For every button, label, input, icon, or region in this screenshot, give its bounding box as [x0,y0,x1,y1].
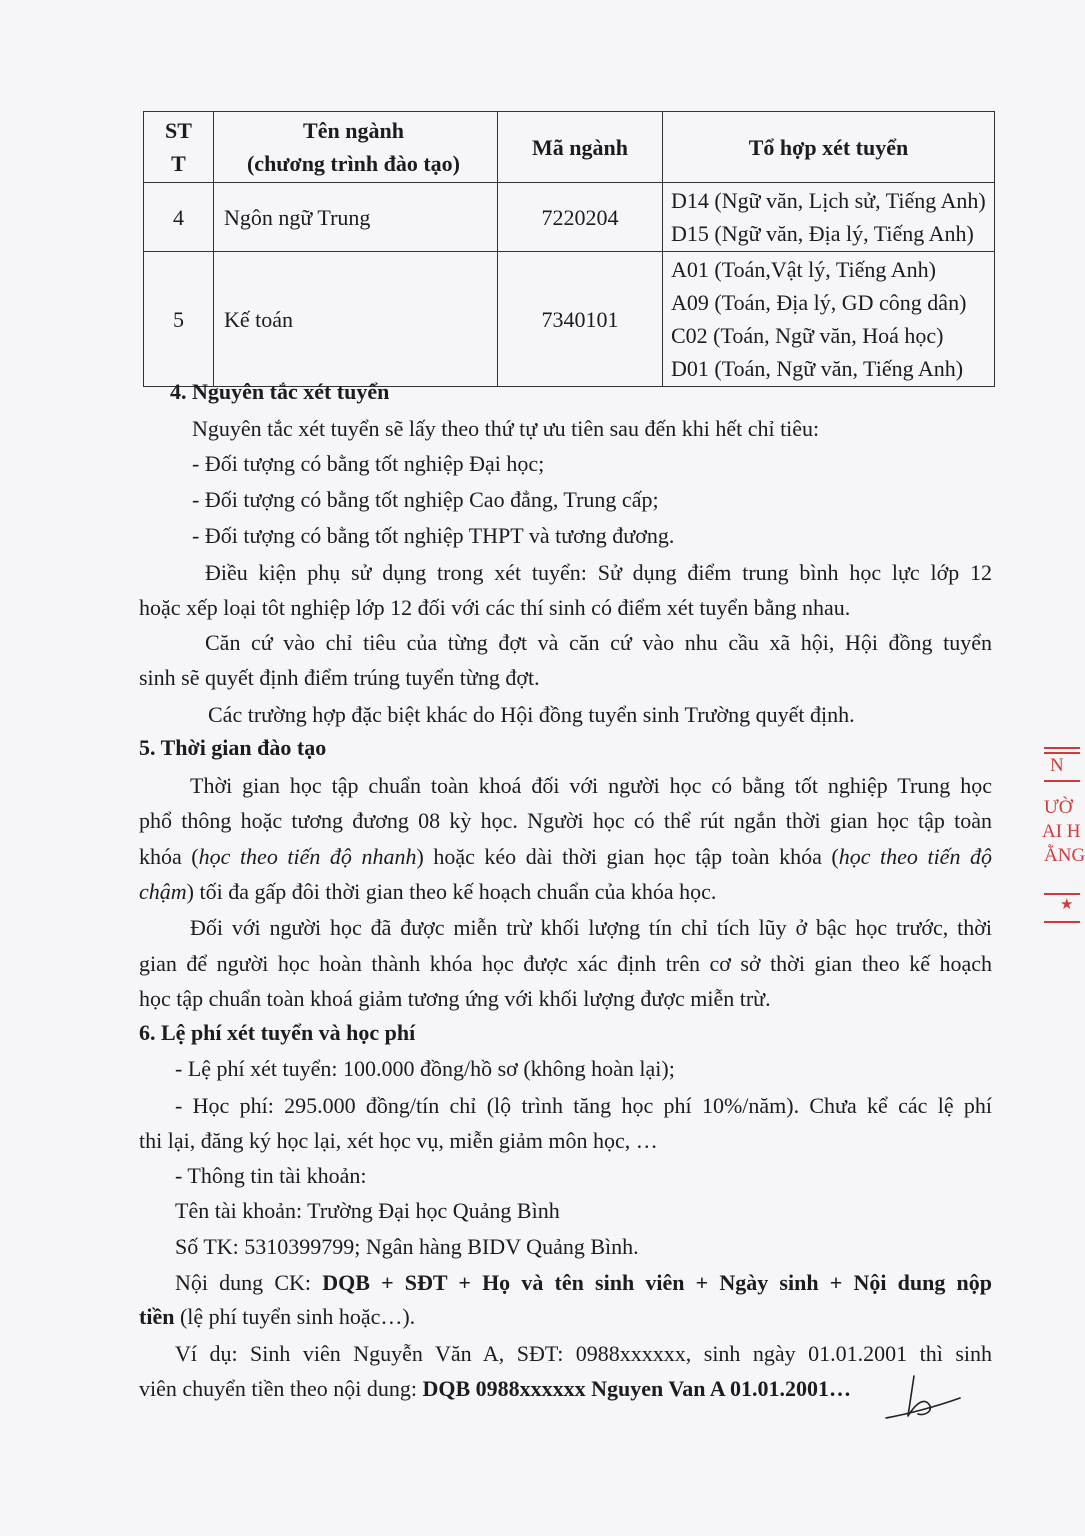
row-major-code: 7220204 [498,183,663,252]
paragraph-line: sinh sẽ quyết định điểm trúng tuyển từng đợt. [139,665,540,690]
row-stt: 5 [144,252,214,387]
transfer-content-line [139,1302,415,1332]
text-run: khóa ( [139,844,199,869]
paragraph-line: hoặc xếp loại tôt nghiệp lớp 12 đối với các thí sinh có điểm xét tuyển bằng nhau. [139,595,851,620]
table-row [144,252,995,387]
account-number: Số TK: 5310399799; Ngân hàng BIDV Quảng Bình. [175,1234,639,1259]
row-stt: 4 [144,183,214,252]
admission-majors-table [143,111,995,387]
example-line [139,1374,851,1404]
bold-run: DQB 0988xxxxxx Nguyen Van A 01.01.2001… [422,1376,851,1401]
stamp-star-icon: ★ [1060,897,1074,913]
paragraph-line: thi lại, đăng ký học lại, xét học vụ, miễn giảm môn học, … [139,1128,658,1153]
bold-run: tiền [139,1304,175,1329]
row-combos [663,252,995,387]
combo-item: A09 (Toán, Địa lý, GD công dân) [671,290,967,315]
bold-run: DQB + SĐT + Họ và tên sinh viên + Ngày sinh + Nội dung nộp [322,1270,992,1295]
combo-item: D01 (Toán, Ngữ văn, Tiếng Anh) [671,356,964,381]
stamp-rule [1044,747,1080,749]
official-stamp-fragment [1040,745,1085,935]
italic-run: học theo tiến độ [838,844,992,869]
section-heading-training-duration: 5. Thời gian đào tạo [139,735,327,760]
header-stt-line: T [171,151,186,176]
stamp-rule [1044,752,1080,754]
paragraph-line: - Thông tin tài khoản: [175,1163,367,1188]
table-header-row [144,112,995,183]
account-name: Tên tài khoản: Trường Đại học Quảng Bình [175,1198,560,1223]
paragraph-line: phổ thông hoặc tương đương 08 kỳ học. Người học có thể rút ngắn thời gian học tập toàn [139,808,992,833]
row-major-name: Kế toán [214,252,498,387]
list-item: - Đối tượng có bằng tốt nghiệp THPT và tương đương. [192,523,675,548]
header-major-name [214,112,498,183]
header-combos: Tổ hợp xét tuyển [663,112,995,183]
paragraph-line-mixed [139,877,716,907]
text-run: ) hoặc kéo dài thời gian học tập toàn khóa ( [416,844,839,869]
transfer-content-line [175,1268,992,1298]
header-stt-line: ST [165,118,192,143]
stamp-text: N [1050,755,1064,776]
example-line: Ví dụ: Sinh viên Nguyễn Văn A, SĐT: 0988xxxxxx, sinh ngày 01.01.2001 thì sinh [175,1341,992,1366]
section-heading-fees: 6. Lệ phí xét tuyển và học phí [139,1020,416,1045]
paragraph-line: Căn cứ vào chỉ tiêu của từng đợt và căn cứ vào nhu cầu xã hội, Hội đồng tuyển [205,630,992,655]
header-stt [144,112,214,183]
paragraph-line: - Học phí: 295.000 đồng/tín chỉ (lộ trình tăng học phí 10%/năm). Chưa kể các lệ phí [175,1093,992,1118]
italic-run: chậm [139,879,187,904]
combo-item: D14 (Ngữ văn, Lịch sử, Tiếng Anh) [671,188,986,213]
paragraph-line-mixed [139,842,992,872]
paragraph-line: Nguyên tắc xét tuyển sẽ lấy theo thứ tự ưu tiên sau đến khi hết chỉ tiêu: [192,416,820,441]
stamp-text: ẰNG [1044,845,1085,866]
paragraph-line: Các trường hợp đặc biệt khác do Hội đồng tuyển sinh Trường quyết định. [208,702,855,727]
combo-item: D15 (Ngữ văn, Địa lý, Tiếng Anh) [671,221,974,246]
stamp-text: ƯỜ [1044,797,1073,818]
stamp-text: AI H [1042,821,1081,842]
combo-item: A01 (Toán,Vật lý, Tiếng Anh) [671,257,936,282]
paragraph-line: Thời gian học tập chuẩn toàn khoá đối với người học có bằng tốt nghiệp Trung học [190,773,992,798]
initials-signature-icon [878,1370,968,1430]
row-major-name: Ngôn ngữ Trung [214,183,498,252]
stamp-rule [1044,780,1080,782]
header-name-line: (chương trình đào tạo) [246,151,460,176]
paragraph-line: Điều kiện phụ sử dụng trong xét tuyển: Sử dụng điểm trung bình học lực lớp 12 [205,560,992,585]
stamp-rule [1044,921,1080,923]
paragraph-line: Đối với người học đã được miễn trừ khối lượng tín chỉ tích lũy ở bậc học trước, thời [190,915,992,940]
row-combos [663,183,995,252]
paragraph-line: học tập chuẩn toàn khoá giảm tương ứng với khối lượng được miễn trừ. [139,986,771,1011]
table-row [144,183,995,252]
text-run: Nội dung CK: [175,1270,312,1295]
header-name-line: Tên ngành [303,118,404,143]
italic-run: học theo tiến độ nhanh [198,844,417,869]
text-run: ) tối đa gấp đôi thời gian theo kế hoạch chuẩn của khóa học. [186,879,717,904]
list-item: - Đối tượng có bằng tốt nghiệp Đại học; [192,451,545,476]
list-item: - Đối tượng có bằng tốt nghiệp Cao đẳng, Trung cấp; [192,487,659,512]
paragraph-line: - Lệ phí xét tuyển: 100.000 đồng/hồ sơ (không hoàn lại); [175,1056,675,1081]
text-run: (lệ phí tuyển sinh hoặc…). [179,1304,416,1329]
section-heading-admission-principles: 4. Nguyên tắc xét tuyển [170,379,390,404]
combo-item: C02 (Toán, Ngữ văn, Hoá học) [671,323,944,348]
row-major-code: 7340101 [498,252,663,387]
text-run: viên chuyển tiền theo nội dung: [139,1376,417,1401]
paragraph-line: gian để người học hoàn thành khóa học được xác định trên cơ sở thời gian theo kế hoạch [139,951,992,976]
header-major-code: Mã ngành [498,112,663,183]
